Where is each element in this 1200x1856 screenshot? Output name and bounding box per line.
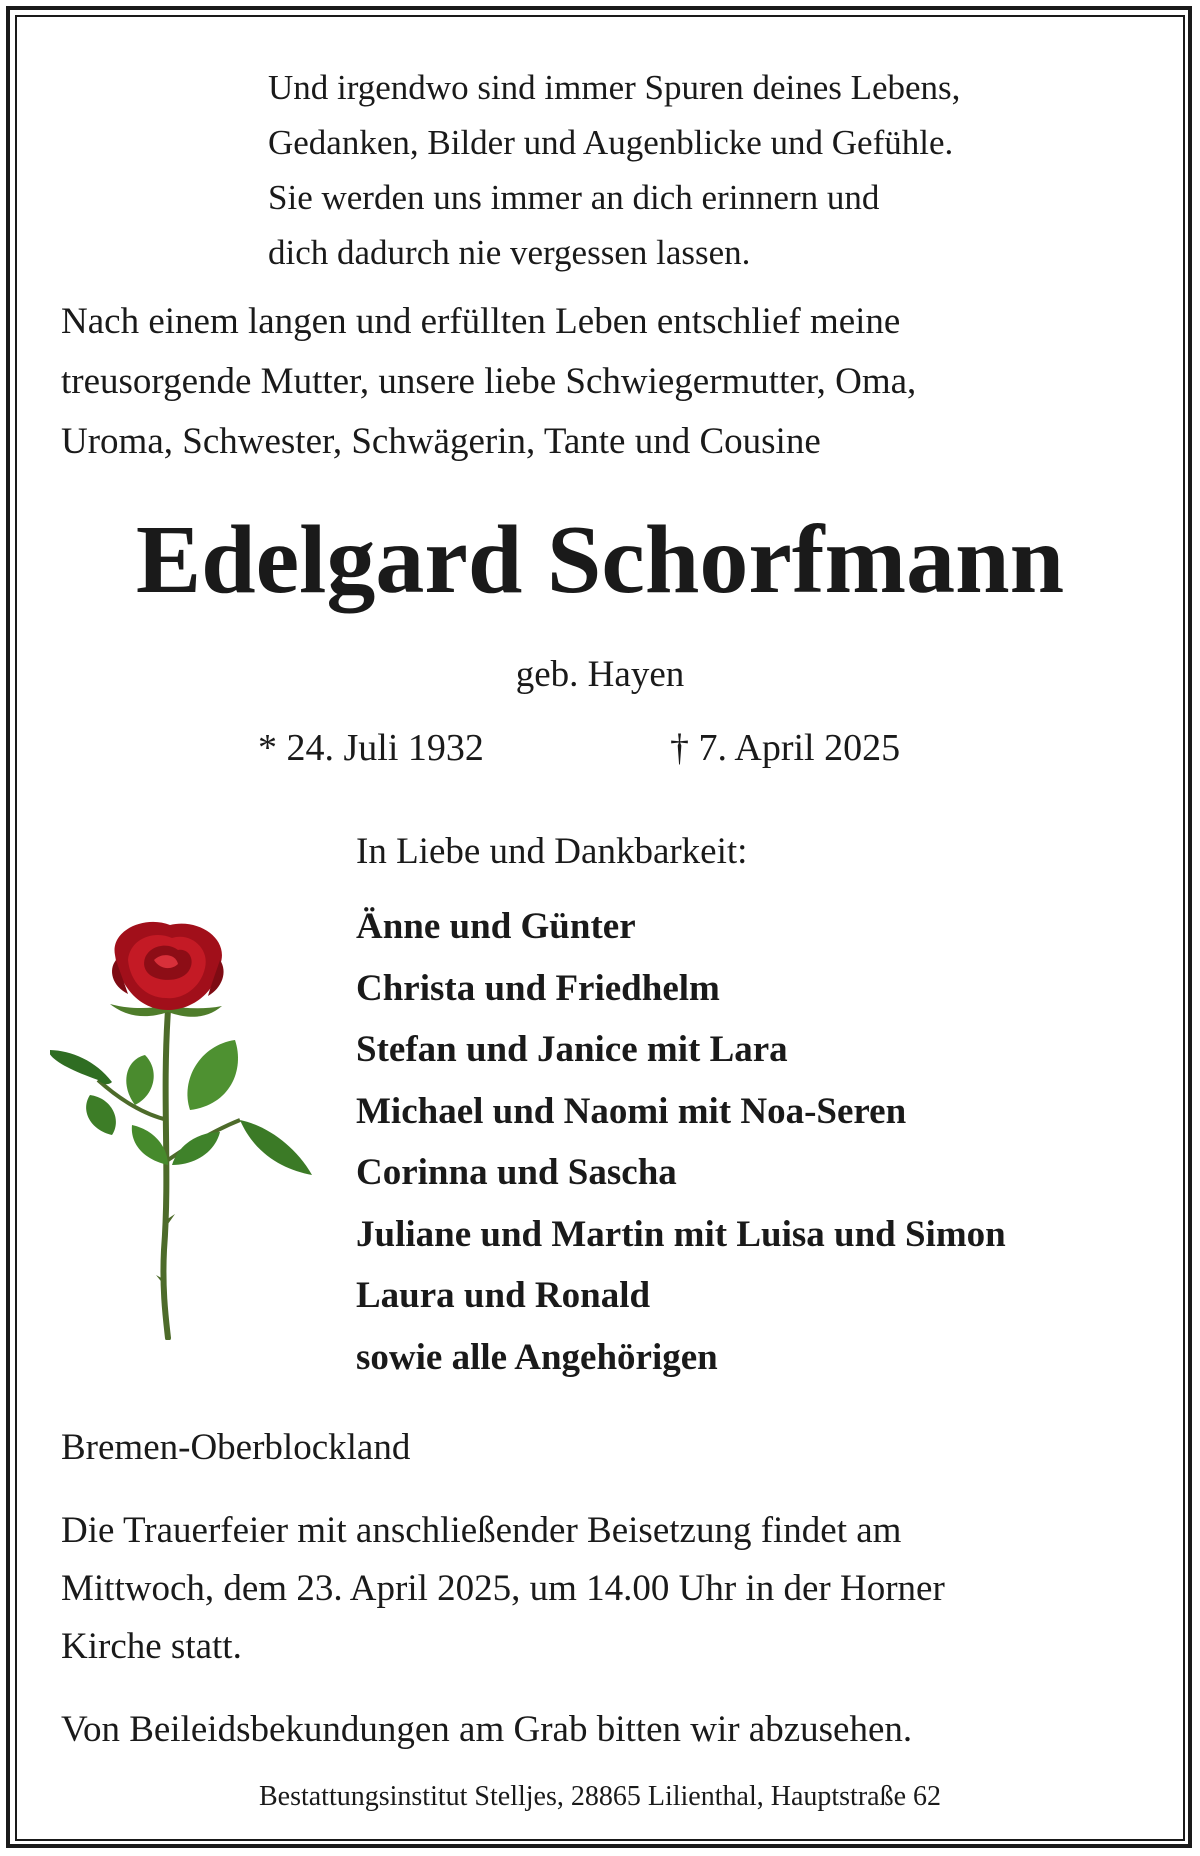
poem-line: Gedanken, Bilder und Augenblicke und Gefühle. — [268, 123, 954, 162]
birth-date: * 24. Juli 1932 — [258, 727, 484, 769]
mourner-entry: Laura und Ronald — [356, 1275, 651, 1316]
funeral-home: Bestattungsinstitut Stelljes, 28865 Lilienthal, Hauptstraße 62 — [258, 1781, 942, 1812]
mourner-entry: Änne und Günter — [356, 906, 636, 947]
mourner-entry: sowie alle Angehörigen — [356, 1336, 718, 1378]
death-date: † 7. April 2025 — [670, 727, 901, 769]
red-rose-icon — [50, 920, 315, 1340]
intro-text — [61, 292, 916, 472]
poem-line: dich dadurch nie vergessen lassen. — [268, 233, 751, 272]
mourner-entry: Christa und Friedhelm — [356, 967, 720, 1009]
poem-line: Sie werden uns immer an dich erinnern und — [268, 178, 880, 217]
service-info — [61, 1502, 945, 1676]
mourner-entry: Corinna und Sascha — [356, 1152, 677, 1193]
service-line: Die Trauerfeier mit anschließender Beisetzung findet am — [61, 1510, 902, 1551]
mourner-entry: Stefan und Janice mit Lara — [356, 1029, 788, 1070]
service-line: Kirche statt. — [61, 1626, 242, 1667]
mourners-intro: In Liebe und Dankbarkeit: — [356, 831, 748, 872]
deceased-name: Edelgard Schorfmann — [135, 506, 1065, 614]
intro-line: treusorgende Mutter, unsere liebe Schwiegermutter, Oma, — [61, 361, 917, 402]
poem-line: Und irgendwo sind immer Spuren deines Lebens, — [268, 68, 961, 107]
condolence-note: Von Beileidsbekundungen am Grab bitten wir abzusehen. — [61, 1709, 913, 1750]
poem — [268, 60, 960, 280]
mourners-list — [356, 896, 1006, 1388]
place-name: Bremen-Oberblockland — [61, 1427, 411, 1468]
intro-line: Uroma, Schwester, Schwägerin, Tante und Cousine — [61, 421, 821, 462]
mourner-entry: Juliane und Martin mit Luisa und Simon — [356, 1213, 1006, 1255]
mourner-entry: Michael und Naomi mit Noa-Seren — [356, 1090, 907, 1132]
maiden-name: geb. Hayen — [515, 654, 685, 695]
intro-line: Nach einem langen und erfüllten Leben entschlief meine — [61, 301, 901, 342]
service-line: Mittwoch, dem 23. April 2025, um 14.00 Uhr in der Horner — [61, 1568, 945, 1609]
